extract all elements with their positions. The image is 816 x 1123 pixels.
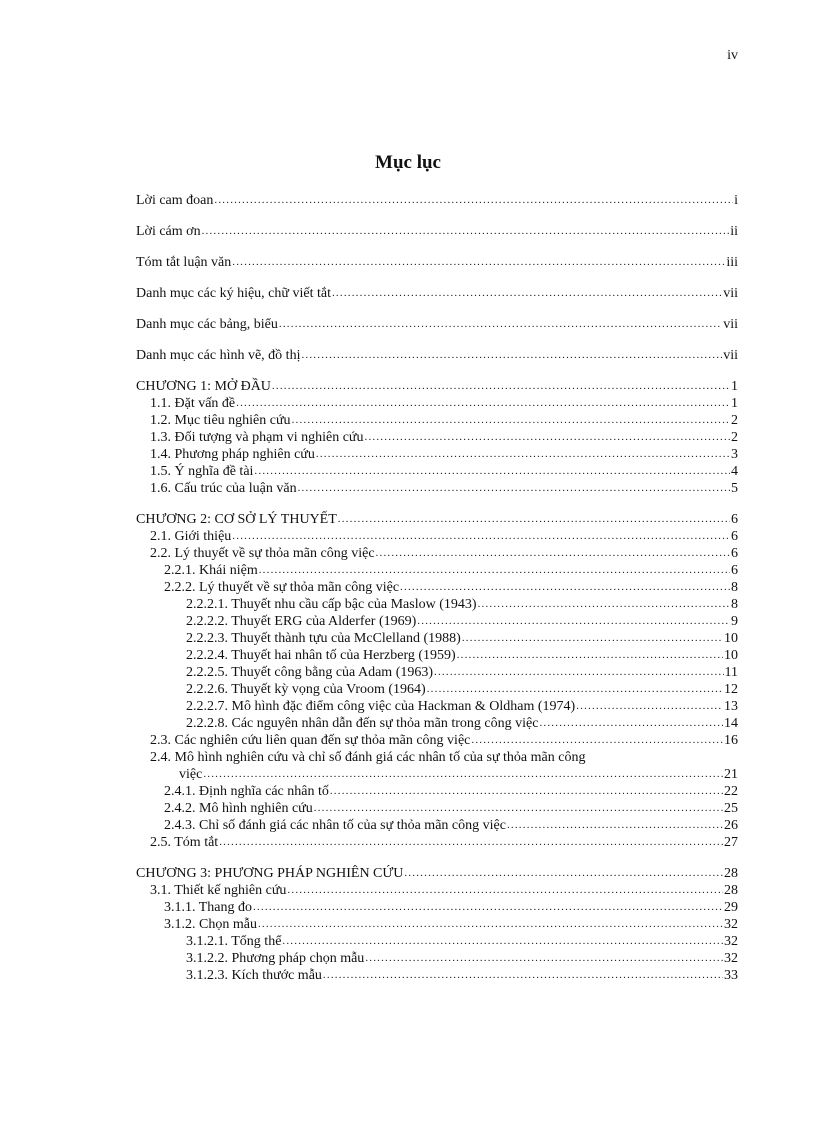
dot-leader xyxy=(236,395,730,412)
toc-entry-page: 5 xyxy=(731,481,738,496)
toc-entry-page: 29 xyxy=(724,900,738,915)
toc-entry-page: 28 xyxy=(724,883,738,898)
dot-leader xyxy=(292,412,730,429)
dot-leader xyxy=(287,882,723,899)
toc-entry-page: 6 xyxy=(731,546,738,561)
toc-entry-label: Danh mục các bảng, biểu xyxy=(136,317,278,332)
dot-leader xyxy=(471,732,723,749)
toc-entry-page: 3 xyxy=(731,447,738,462)
toc-entry[interactable] xyxy=(136,681,738,698)
toc-entry-label: 3.1.1. Thang đo xyxy=(164,900,253,915)
dot-leader xyxy=(232,528,730,545)
toc-entry-label: 3.1.2.3. Kích thước mẫu xyxy=(186,968,322,983)
toc-entry-page: 12 xyxy=(724,682,738,697)
toc-entry[interactable] xyxy=(136,579,738,596)
toc-entry-page: vii xyxy=(723,317,738,332)
toc-entry-label: Danh mục các hình vẽ, đồ thị xyxy=(136,348,301,363)
dot-leader xyxy=(253,899,723,916)
toc-entry-label: 2.2.2.7. Mô hình đặc điểm công việc của Hackman & Oldham (1974) xyxy=(186,699,576,714)
toc-entry-label: 1.6. Cấu trúc của luận văn xyxy=(150,481,297,496)
toc-entry-page: 6 xyxy=(731,529,738,544)
toc-entry-page: 10 xyxy=(724,631,738,646)
toc-entry-page: 11 xyxy=(724,665,738,680)
toc-entry-label: 1.5. Ý nghĩa đề tài xyxy=(150,464,254,479)
toc-entry[interactable] xyxy=(136,950,738,967)
toc-entry[interactable] xyxy=(136,800,738,817)
toc-entry-page: 2 xyxy=(731,413,738,428)
dot-leader xyxy=(202,223,730,240)
toc-entry[interactable] xyxy=(136,528,738,545)
toc-chapter-3[interactable] xyxy=(136,865,738,882)
table-of-contents xyxy=(136,192,738,984)
toc-entry[interactable] xyxy=(136,613,738,630)
toc-entry-label: CHƯƠNG 2: CƠ SỞ LÝ THUYẾT xyxy=(136,512,337,527)
toc-entry-page: 33 xyxy=(724,968,738,983)
dot-leader xyxy=(478,596,730,613)
toc-entry-label: 1.1. Đặt vấn đề xyxy=(150,396,236,411)
dot-leader xyxy=(259,562,730,579)
toc-entry-label: 2.2.2.3. Thuyết thành tựu của McClelland (1988) xyxy=(186,631,461,646)
toc-entry-label: CHƯƠNG 1: MỞ ĐẦU xyxy=(136,379,271,394)
toc-chapter-1[interactable] xyxy=(136,378,738,395)
dot-leader xyxy=(203,766,723,783)
toc-entry-page: 6 xyxy=(731,512,738,527)
toc-entry-label: 2.4.1. Định nghĩa các nhân tố xyxy=(164,784,329,799)
toc-entry-page: 26 xyxy=(724,818,738,833)
toc-entry-page: 27 xyxy=(724,835,738,850)
toc-entry-label: 2.5. Tóm tắt xyxy=(150,835,219,850)
toc-entry[interactable] xyxy=(136,395,738,412)
page-number: iv xyxy=(727,48,738,63)
toc-entry[interactable] xyxy=(136,647,738,664)
toc-entry[interactable] xyxy=(136,882,738,899)
dot-leader xyxy=(232,254,725,271)
toc-entry[interactable] xyxy=(136,664,738,681)
toc-entry-page: 1 xyxy=(731,379,738,394)
dot-leader xyxy=(507,817,723,834)
toc-entry[interactable] xyxy=(136,783,738,800)
toc-entry[interactable] xyxy=(136,429,738,446)
toc-entry[interactable] xyxy=(136,933,738,950)
toc-entry-page: 22 xyxy=(724,784,738,799)
toc-entry-page: vii xyxy=(723,348,738,363)
toc-entry-page: 32 xyxy=(724,951,738,966)
toc-entry[interactable] xyxy=(136,899,738,916)
toc-entry[interactable] xyxy=(136,254,738,271)
toc-entry[interactable] xyxy=(136,480,738,497)
toc-entry-page: 8 xyxy=(731,580,738,595)
toc-entry[interactable] xyxy=(136,817,738,834)
toc-entry-label: 2.4.2. Mô hình nghiên cứu xyxy=(164,801,313,816)
dot-leader xyxy=(219,834,723,851)
toc-entry-label: 2.3. Các nghiên cứu liên quan đến sự thỏa mãn công việc xyxy=(150,733,471,748)
toc-entry[interactable] xyxy=(136,596,738,613)
toc-entry-page: 9 xyxy=(731,614,738,629)
dot-leader xyxy=(323,967,723,984)
dot-leader xyxy=(400,579,730,596)
toc-entry-label: Tóm tắt luận văn xyxy=(136,255,232,270)
toc-entry[interactable] xyxy=(136,715,738,732)
dot-leader xyxy=(338,511,730,528)
toc-entry[interactable] xyxy=(136,732,738,749)
dot-leader xyxy=(272,378,730,395)
dot-leader xyxy=(301,347,722,364)
toc-entry[interactable] xyxy=(136,192,738,209)
toc-entry-label: 2.4.3. Chỉ số đánh giá các nhân tố của sự thỏa mãn công việc xyxy=(164,818,506,833)
toc-entry-label: 1.2. Mục tiêu nghiên cứu xyxy=(150,413,291,428)
dot-leader xyxy=(434,664,723,681)
toc-entry[interactable] xyxy=(136,446,738,463)
toc-entry[interactable] xyxy=(136,545,738,562)
toc-entry-page: 1 xyxy=(731,396,738,411)
dot-leader xyxy=(214,192,733,209)
toc-entry-label: CHƯƠNG 3: PHƯƠNG PHÁP NGHIÊN CỨU xyxy=(136,866,404,881)
toc-entry-page: 14 xyxy=(724,716,738,731)
dot-leader xyxy=(365,429,731,446)
toc-entry-label: 2.2.2.1. Thuyết nhu cầu cấp bậc của Maslow (1943) xyxy=(186,597,477,612)
toc-entry-page: iii xyxy=(726,255,738,270)
toc-entry[interactable] xyxy=(136,630,738,647)
toc-entry-label: 1.4. Phương pháp nghiên cứu xyxy=(150,447,315,462)
dot-leader xyxy=(279,316,722,333)
dot-leader xyxy=(427,681,723,698)
toc-entry-page: 21 xyxy=(724,767,738,782)
toc-entry[interactable] xyxy=(136,285,738,302)
toc-entry-page: 16 xyxy=(724,733,738,748)
toc-entry-label: 2.2. Lý thuyết về sự thỏa mãn công việc xyxy=(150,546,375,561)
dot-leader xyxy=(365,950,723,967)
toc-entry-wrapped-line[interactable]: 2.4. Mô hình nghiên cứu và chỉ số đánh giá các nhân tố của sự thỏa mãn công xyxy=(150,750,586,765)
toc-entry-page: 8 xyxy=(731,597,738,612)
toc-entry[interactable] xyxy=(136,967,738,984)
dot-leader xyxy=(314,800,723,817)
toc-entry[interactable] xyxy=(136,834,738,851)
toc-entry-page: 6 xyxy=(731,563,738,578)
toc-entry-page: 13 xyxy=(724,699,738,714)
toc-entry-label: 3.1.2.2. Phương pháp chọn mẫu xyxy=(186,951,365,966)
dot-leader xyxy=(258,916,723,933)
toc-entry-page: 10 xyxy=(724,648,738,663)
toc-entry[interactable] xyxy=(136,766,738,783)
toc-entry-label: 2.2.2.5. Thuyết công bằng của Adam (1963) xyxy=(186,665,434,680)
toc-entry-label: Lời cám ơn xyxy=(136,224,201,239)
toc-entry-label: 2.2.1. Khái niệm xyxy=(164,563,258,578)
toc-entry-label: 3.1.2.1. Tổng thể xyxy=(186,934,282,949)
toc-entry-page: vii xyxy=(723,286,738,301)
dot-leader xyxy=(254,463,730,480)
toc-chapter-2[interactable] xyxy=(136,511,738,528)
dot-leader xyxy=(539,715,723,732)
toc-entry-page: 28 xyxy=(724,866,738,881)
dot-leader xyxy=(457,647,723,664)
toc-entry-page: ii xyxy=(730,224,738,239)
toc-entry[interactable] xyxy=(136,463,738,480)
toc-entry-label: 2.2.2.8. Các nguyên nhân dẫn đến sự thỏa mãn trong công việc xyxy=(186,716,539,731)
dot-leader xyxy=(462,630,723,647)
toc-entry-label: Lời cam đoan xyxy=(136,193,214,208)
dot-leader xyxy=(330,783,723,800)
toc-entry-label: 2.2.2. Lý thuyết về sự thỏa mãn công việc xyxy=(164,580,400,595)
dot-leader xyxy=(417,613,730,630)
toc-title: Mục lục xyxy=(375,152,441,173)
toc-entry-label: việc xyxy=(179,767,203,782)
toc-entry-label: 3.1. Thiết kế nghiên cứu xyxy=(150,883,287,898)
toc-entry-page: i xyxy=(734,193,738,208)
toc-entry[interactable] xyxy=(136,562,738,579)
toc-entry-page: 2 xyxy=(731,430,738,445)
toc-entry-label: Danh mục các ký hiệu, chữ viết tắt xyxy=(136,286,331,301)
toc-entry-label: 2.1. Giới thiệu xyxy=(150,529,232,544)
toc-entry[interactable] xyxy=(136,412,738,429)
toc-entry-label: 2.2.2.6. Thuyết kỳ vọng của Vroom (1964) xyxy=(186,682,426,697)
dot-leader xyxy=(576,698,723,715)
dot-leader xyxy=(282,933,723,950)
toc-entry-label: 2.2.2.2. Thuyết ERG của Alderfer (1969) xyxy=(186,614,417,629)
toc-entry[interactable] xyxy=(136,347,738,364)
dot-leader xyxy=(316,446,730,463)
toc-entry[interactable] xyxy=(136,916,738,933)
toc-entry-label: 1.3. Đối tượng và phạm vi nghiên cứu xyxy=(150,430,364,445)
dot-leader xyxy=(404,865,723,882)
dot-leader xyxy=(376,545,730,562)
toc-entry-page: 25 xyxy=(724,801,738,816)
toc-entry-label: 2.2.2.4. Thuyết hai nhân tố của Herzberg (1959) xyxy=(186,648,456,663)
toc-entry[interactable] xyxy=(136,698,738,715)
toc-entry-page: 32 xyxy=(724,917,738,932)
dot-leader xyxy=(332,285,722,302)
dot-leader xyxy=(298,480,730,497)
toc-entry[interactable] xyxy=(136,316,738,333)
toc-entry-page: 4 xyxy=(731,464,738,479)
toc-entry-label: 3.1.2. Chọn mẫu xyxy=(164,917,257,932)
toc-entry-page: 32 xyxy=(724,934,738,949)
toc-entry[interactable] xyxy=(136,223,738,240)
